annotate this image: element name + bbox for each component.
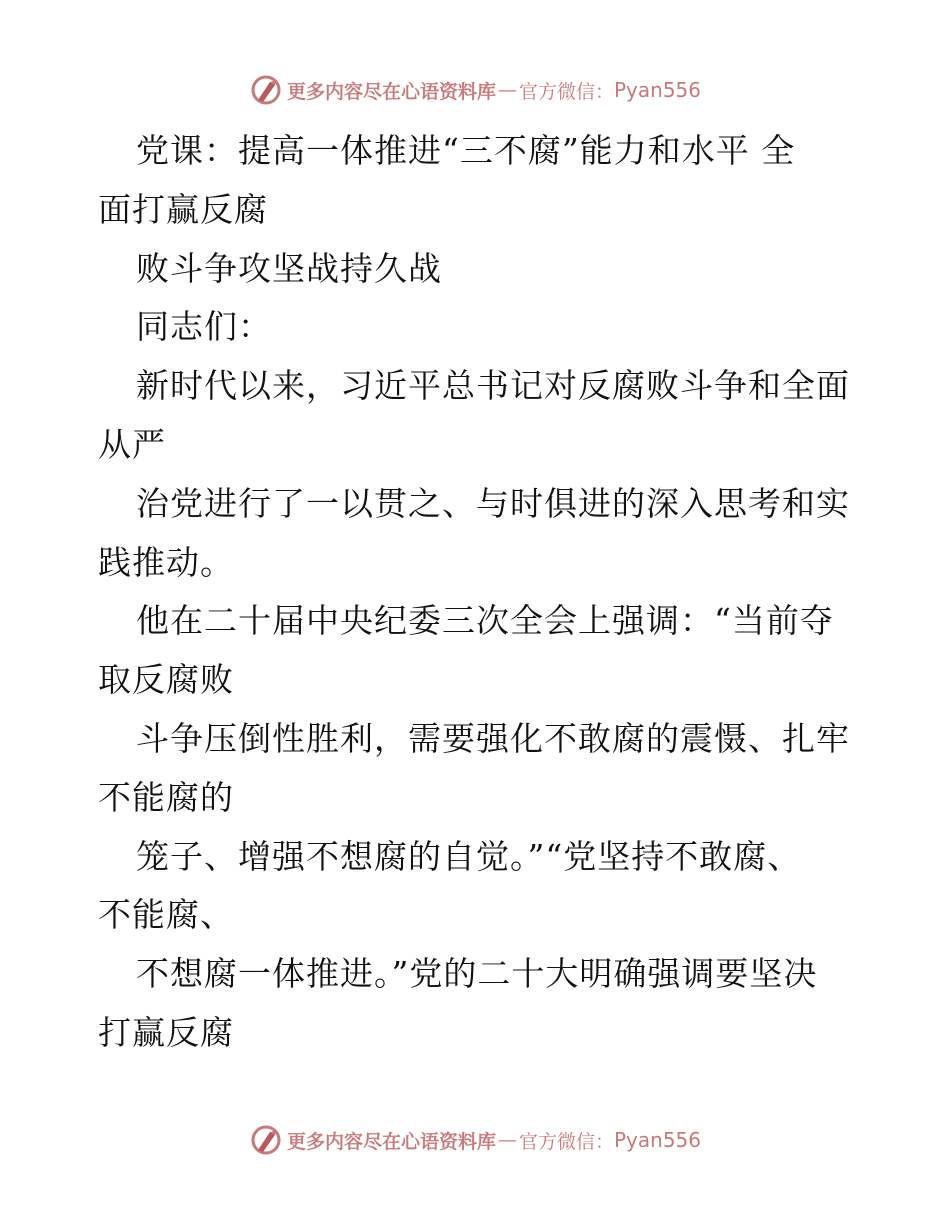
document-body [98,122,858,1063]
watermark-separator: — [497,1129,517,1151]
watermark-separator: — [497,79,517,101]
watermark-wechat-id: Pyan556 [614,1128,702,1152]
watermark-wechat-label: 官方微信： [518,1130,614,1153]
doc-line: 取反腐败 [98,660,234,700]
doc-line: 同志们： [136,307,272,347]
doc-line: 新时代以来，习近平总书记对反腐败斗争和全面 [136,366,850,406]
doc-line: 笼子、增强不想腐的自觉。”“党坚持不敢腐、 [136,836,802,876]
header-watermark [0,72,950,108]
doc-line: 他在二十届中央纪委三次全会上强调：“当前夺 [136,601,834,641]
doc-line: 践推动。 [98,542,234,582]
doc-line: 从严 [98,424,166,464]
watermark-text: 更多内容尽在心语资料库 [286,80,496,103]
watermark-text: 更多内容尽在心语资料库 [286,1130,496,1153]
doc-line: 不能腐的 [98,777,234,817]
watermark-wechat-label: 官方微信： [518,80,614,103]
doc-line: 不能腐、 [98,895,234,935]
watermark-wechat-id: Pyan556 [614,78,702,102]
footer-watermark [0,1122,950,1158]
doc-line: 打赢反腐 [98,1012,234,1052]
doc-line: 党课：提高一体推进“三不腐”能力和水平 全 [136,131,796,170]
doc-line: 面打赢反腐 [98,189,268,229]
pen-nib-circle-icon [249,1123,283,1157]
pen-nib-circle-icon [249,73,283,107]
doc-line: 治党进行了一以贯之、与时俱进的深入思考和实 [136,483,850,523]
doc-line: 斗争压倒性胜利，需要强化不敢腐的震慑、扎牢 [136,718,850,758]
doc-line: 败斗争攻坚战持久战 [136,248,442,288]
doc-line: 不想腐一体推进。”党的二十大明确强调要坚决 [136,954,818,994]
